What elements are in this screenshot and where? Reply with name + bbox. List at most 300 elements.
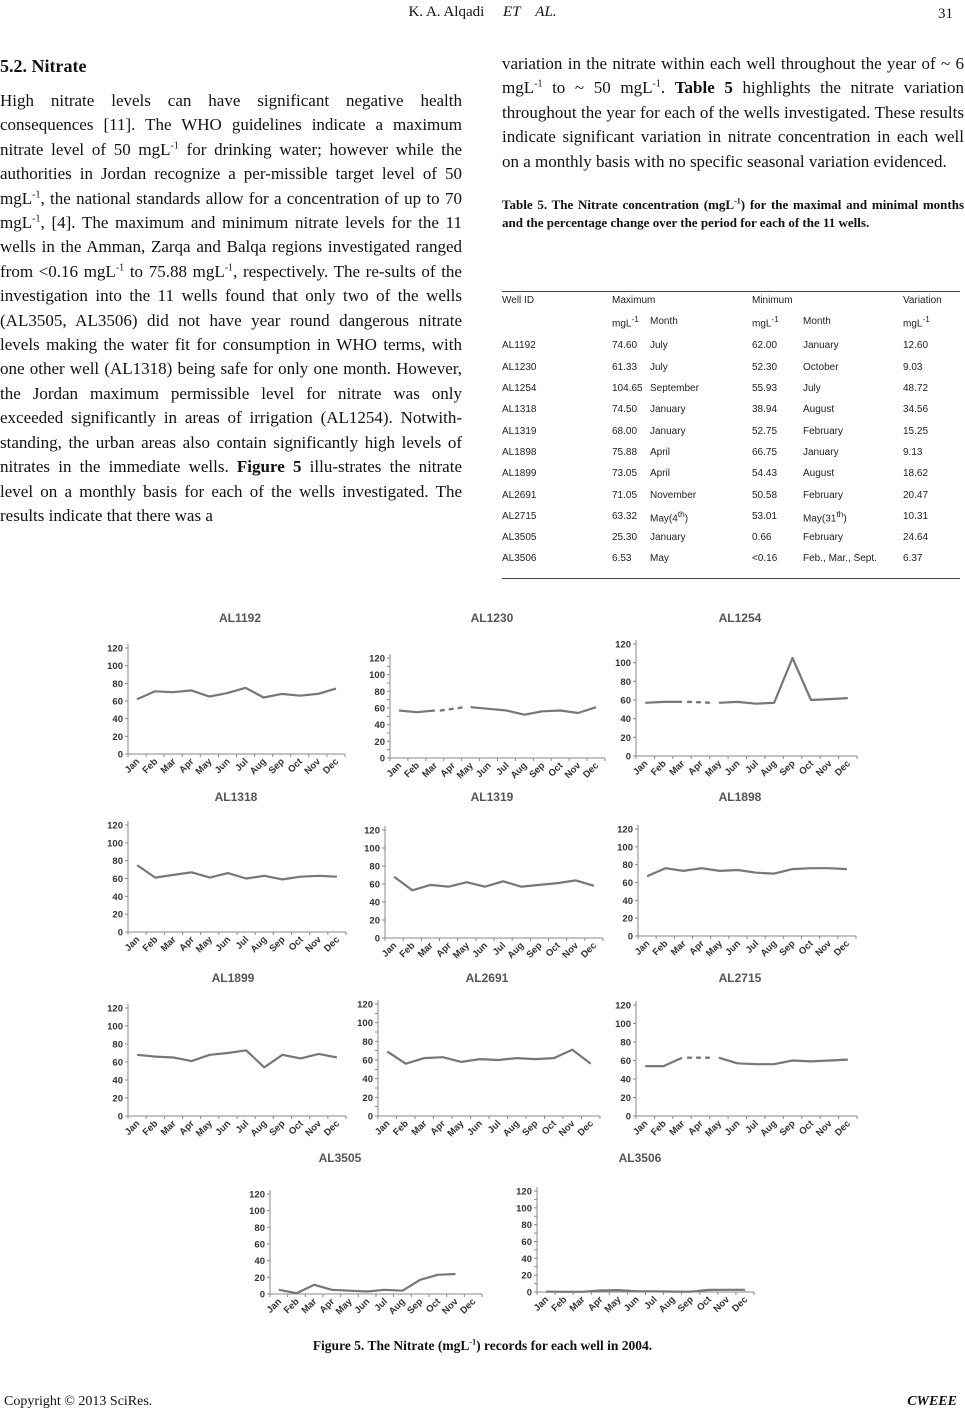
x-tick-label: Jun bbox=[621, 1294, 642, 1315]
x-tick-label: Apr bbox=[687, 938, 707, 958]
y-tick-label: 120 bbox=[516, 1186, 532, 1198]
x-tick-label: Apr bbox=[317, 1296, 337, 1316]
chart-al3505 bbox=[249, 1151, 482, 1317]
chart-title: AL1319 bbox=[470, 790, 514, 804]
subheader-min-unit: mgL$^{-1}$ bbox=[752, 314, 779, 330]
cell-variation: 9.13 bbox=[903, 446, 923, 458]
x-tick-label: Feb bbox=[140, 934, 161, 955]
nitrate-table bbox=[502, 291, 960, 579]
x-tick-label: Mar bbox=[158, 756, 179, 777]
x-tick-label: May bbox=[602, 1294, 624, 1316]
cell-well-id: AL1230 bbox=[502, 361, 537, 373]
figure-caption: Figure 5. The Nitrate (mgL$^{-1}$) records for each well in 2004. bbox=[312, 1337, 653, 1353]
x-tick-label: Nov bbox=[562, 760, 584, 781]
cell-min-value: 52.75 bbox=[752, 425, 778, 437]
table-row bbox=[502, 421, 960, 442]
cell-max-month: September bbox=[650, 383, 699, 395]
chart-al1899 bbox=[107, 971, 346, 1139]
x-tick-label: May bbox=[451, 940, 472, 962]
y-tick-label: 120 bbox=[107, 820, 123, 832]
section-heading: 5.2. Nitrate bbox=[0, 56, 87, 76]
journal-name: CWEEE bbox=[907, 1394, 957, 1409]
x-tick-label: Apr bbox=[686, 1118, 706, 1138]
x-tick-label: Jan bbox=[373, 1118, 393, 1138]
series-line bbox=[137, 688, 336, 699]
x-tick-label: Aug bbox=[386, 1296, 408, 1318]
x-tick-label: Apr bbox=[177, 934, 197, 954]
cell-min-month: May(31th) bbox=[803, 508, 847, 525]
cell-max-month: April bbox=[650, 468, 671, 480]
x-tick-label: Jan bbox=[531, 1294, 552, 1314]
header-minimum: Minimum bbox=[752, 292, 903, 313]
y-tick-label: 100 bbox=[357, 1018, 373, 1030]
y-tick-label: 20 bbox=[254, 1272, 265, 1284]
cell-well-id: AL3505 bbox=[502, 532, 537, 544]
y-tick-label: 20 bbox=[622, 913, 633, 925]
table-row bbox=[502, 548, 960, 578]
table-row bbox=[502, 378, 960, 399]
x-tick-label: Nov bbox=[440, 1296, 461, 1317]
x-tick-label: Mar bbox=[158, 934, 179, 955]
series-gap-dotted bbox=[688, 702, 713, 703]
x-tick-label: Nov bbox=[303, 934, 324, 955]
copyright-text: Copyright © 2013 SciRes. bbox=[4, 1394, 153, 1409]
cell-max-value: 25.30 bbox=[612, 532, 638, 544]
y-tick-label: 40 bbox=[620, 1074, 631, 1086]
series-line bbox=[137, 865, 337, 879]
x-tick-label: Jan bbox=[632, 938, 653, 958]
x-tick-label: Dec bbox=[458, 1296, 479, 1317]
x-tick-label: Apr bbox=[438, 760, 458, 780]
x-tick-label: Jul bbox=[743, 758, 761, 776]
cell-variation: 24.64 bbox=[903, 532, 929, 544]
x-tick-label: Dec bbox=[581, 760, 602, 781]
y-tick-label: 80 bbox=[521, 1220, 532, 1232]
cell-well-id: AL3506 bbox=[502, 548, 612, 578]
x-tick-label: May bbox=[333, 1296, 355, 1318]
series-line bbox=[645, 1058, 682, 1066]
chart-al1898 bbox=[617, 790, 856, 959]
y-tick-label: 80 bbox=[622, 860, 633, 872]
cell-min-month: January bbox=[803, 446, 839, 458]
chart-title: AL1899 bbox=[211, 971, 255, 985]
x-tick-label: Jun bbox=[470, 940, 491, 961]
y-tick-label: 60 bbox=[620, 1056, 631, 1067]
x-tick-label: Jul bbox=[490, 940, 509, 958]
page-header bbox=[0, 2, 965, 26]
y-tick-label: 0 bbox=[259, 1289, 265, 1301]
running-authors: K. A. Alqadi ET AL. bbox=[408, 4, 557, 20]
cell-min-month: February bbox=[803, 532, 844, 544]
x-tick-label: Feb bbox=[140, 1118, 161, 1139]
y-tick-label: 80 bbox=[620, 1037, 631, 1049]
y-tick-label: 20 bbox=[521, 1270, 532, 1282]
x-tick-label: Apr bbox=[434, 940, 454, 960]
cell-max-month: July bbox=[650, 340, 668, 352]
x-tick-label: Apr bbox=[686, 758, 706, 778]
x-tick-label: Apr bbox=[177, 1118, 197, 1138]
x-tick-label: Sep bbox=[777, 1118, 798, 1139]
left-column bbox=[0, 52, 462, 528]
chart-title: AL2691 bbox=[465, 971, 509, 985]
cell-min-month: October bbox=[803, 361, 839, 373]
cell-variation: 20.47 bbox=[903, 489, 929, 501]
x-tick-label: Oct bbox=[286, 934, 306, 954]
y-tick-label: 0 bbox=[117, 749, 123, 761]
x-tick-label: Mar bbox=[567, 1294, 588, 1315]
x-tick-label: Jun bbox=[723, 938, 744, 959]
chart-title: AL1318 bbox=[214, 790, 258, 804]
y-tick-label: 60 bbox=[521, 1237, 532, 1248]
x-tick-label: May bbox=[704, 938, 725, 960]
x-tick-label: Aug bbox=[758, 758, 780, 780]
x-tick-label: Aug bbox=[248, 934, 270, 956]
y-tick-label: 0 bbox=[627, 931, 633, 943]
x-tick-label: Apr bbox=[428, 1118, 448, 1138]
table-row bbox=[502, 527, 960, 548]
cell-variation: 12.60 bbox=[903, 340, 929, 352]
y-tick-label: 0 bbox=[526, 1287, 532, 1299]
chart-title: AL1254 bbox=[718, 611, 762, 625]
y-tick-label: 20 bbox=[112, 909, 123, 921]
y-tick-label: 80 bbox=[362, 1036, 373, 1048]
cell-well-id: AL2691 bbox=[502, 489, 537, 501]
x-tick-label: Sep bbox=[266, 756, 287, 777]
y-tick-label: 80 bbox=[112, 678, 123, 690]
x-tick-label: Oct bbox=[539, 1118, 559, 1138]
figure-5 bbox=[0, 604, 965, 1344]
y-tick-label: 80 bbox=[369, 861, 380, 873]
y-tick-label: 100 bbox=[249, 1206, 265, 1218]
cell-min-value: 38.94 bbox=[752, 404, 778, 416]
y-tick-label: 60 bbox=[622, 878, 633, 889]
x-tick-label: Jan bbox=[630, 758, 651, 778]
cell-well-id: AL1318 bbox=[502, 404, 537, 416]
x-tick-label: Oct bbox=[797, 1118, 817, 1138]
y-tick-label: 120 bbox=[249, 1189, 265, 1201]
chart-al2715 bbox=[615, 971, 857, 1139]
x-tick-label: Oct bbox=[694, 1294, 714, 1314]
x-tick-label: Sep bbox=[524, 940, 545, 961]
x-tick-label: Feb bbox=[391, 1118, 411, 1139]
cell-min-value: 52.30 bbox=[752, 361, 778, 373]
x-tick-label: Jun bbox=[213, 934, 234, 955]
y-tick-label: 20 bbox=[369, 915, 380, 927]
cell-min-month: August bbox=[803, 404, 835, 416]
cell-max-value: 104.65 bbox=[612, 383, 643, 395]
y-tick-label: 40 bbox=[362, 1074, 373, 1086]
y-tick-label: 100 bbox=[107, 838, 123, 850]
chart-al3506 bbox=[516, 1151, 754, 1315]
cell-well-id: AL1899 bbox=[502, 468, 537, 480]
x-tick-label: Mar bbox=[668, 938, 689, 959]
y-tick-label: 60 bbox=[369, 879, 380, 891]
x-tick-label: Feb bbox=[649, 1118, 669, 1139]
x-tick-label: Jan bbox=[379, 940, 400, 960]
x-tick-label: Dec bbox=[832, 1118, 853, 1139]
subheader-var-unit: mgL$^{-1}$ bbox=[903, 314, 930, 330]
x-tick-label: Feb bbox=[549, 1294, 570, 1315]
y-tick-label: 40 bbox=[369, 897, 380, 909]
x-tick-label: Jul bbox=[233, 934, 252, 952]
y-tick-label: 100 bbox=[615, 1019, 631, 1030]
y-tick-label: 60 bbox=[254, 1239, 265, 1251]
x-tick-label: Jun bbox=[212, 756, 233, 777]
cell-max-value: 6.53 bbox=[612, 548, 650, 578]
x-tick-label: May bbox=[703, 1118, 724, 1140]
x-tick-label: Oct bbox=[797, 758, 817, 778]
y-tick-label: 60 bbox=[112, 696, 123, 708]
x-tick-label: Mar bbox=[667, 1118, 688, 1139]
cell-min-value: <0.16 bbox=[752, 548, 803, 578]
x-tick-label: Jul bbox=[494, 760, 512, 778]
x-tick-label: Jan bbox=[122, 1118, 143, 1138]
y-tick-label: 60 bbox=[112, 1057, 123, 1069]
cell-max-month: July bbox=[650, 361, 668, 373]
x-tick-label: Oct bbox=[423, 1296, 443, 1316]
y-tick-label: 60 bbox=[112, 874, 123, 885]
series-line bbox=[399, 711, 435, 713]
x-tick-label: Feb bbox=[649, 758, 669, 779]
y-tick-label: 20 bbox=[374, 736, 385, 748]
x-tick-label: Sep bbox=[777, 938, 798, 959]
x-tick-label: Nov bbox=[814, 1118, 835, 1139]
chart-title: AL3505 bbox=[318, 1151, 362, 1165]
x-tick-label: May bbox=[194, 1118, 215, 1140]
x-tick-label: Jan bbox=[384, 760, 405, 780]
y-tick-label: 80 bbox=[620, 676, 631, 688]
x-tick-label: Mar bbox=[415, 940, 436, 961]
figure-5-charts bbox=[0, 604, 965, 1344]
cell-min-value: 62.00 bbox=[752, 340, 778, 352]
chart-al1254 bbox=[615, 611, 857, 779]
x-tick-label: Aug bbox=[758, 938, 780, 960]
x-tick-label: Sep bbox=[267, 934, 288, 955]
y-tick-label: 120 bbox=[107, 1003, 123, 1015]
x-tick-label: Jan bbox=[264, 1296, 284, 1316]
right-column bbox=[502, 52, 964, 231]
y-tick-label: 40 bbox=[112, 891, 123, 903]
left-body-paragraph: High nitrate levels can have significant negative health consequences [11]. The WHO guidelines indicate a maximum nitrate level of 50 mgL$^{-1}$ for drinking water; however while the authorities in Jordan recognize a per-missible target level of 50 mgL$^{-1}$, the national standards allow for a concentration of up to 70 mgL$^{-1}$, [4]. The maximum and minimum nitrate levels for the 11 wells in the Amman, Zarqa and Balqa regions investigated ranged from <0.16 mgL$^{-1}$ to 75.88 mgL$^{-1}$, respectively. The re-sults of the investigation into the 11 wells found that only two of the wells (AL3505, AL3506) did not have year round dangerous nitrate levels making the water fit for consumption in WHO terms, with one other well (AL1318) being safe for only one month. However, the Jordan maximum permissible level for nitrate was only exceeded significantly in areas of irrigation (AL1254). Notwith-standing, the urban areas also contain significantly high levels of nitrates in the immediate wells. Figure 5 illu-strates the nitrate level on a monthly basis for each of the wells investigated. The results indicate that there was a bbox=[0, 91, 462, 525]
chart-title: AL1230 bbox=[470, 611, 514, 625]
cell-variation: 6.37 bbox=[903, 548, 960, 578]
x-tick-label: Oct bbox=[285, 756, 305, 776]
x-tick-label: Jun bbox=[465, 1118, 485, 1139]
y-tick-label: 80 bbox=[254, 1222, 265, 1234]
y-tick-label: 40 bbox=[112, 714, 123, 726]
chart-title: AL1192 bbox=[218, 611, 262, 625]
table-row bbox=[502, 484, 960, 505]
y-tick-label: 20 bbox=[112, 731, 123, 743]
y-tick-label: 40 bbox=[620, 714, 631, 726]
cell-max-value: 61.33 bbox=[612, 361, 638, 373]
x-tick-label: Apr bbox=[586, 1294, 606, 1314]
cell-variation: 34.56 bbox=[903, 404, 929, 416]
page-number: 31 bbox=[938, 6, 953, 22]
y-tick-label: 0 bbox=[625, 751, 631, 763]
table-caption: Table 5. The Nitrate concentration (mgL$^{-1}$) for the maximal and minimal months and the percentage change over the period for each of the 11 wells. bbox=[502, 196, 965, 230]
cell-min-month: July bbox=[803, 383, 821, 395]
subheader-max-month: Month bbox=[650, 316, 678, 328]
x-tick-label: Jul bbox=[743, 938, 762, 956]
series-gap-dotted bbox=[441, 707, 465, 710]
cell-well-id: AL1192 bbox=[502, 340, 536, 352]
table-row bbox=[502, 399, 960, 420]
y-tick-label: 100 bbox=[107, 661, 123, 673]
x-tick-label: Oct bbox=[286, 1118, 306, 1138]
x-tick-label: May bbox=[703, 758, 724, 780]
cell-well-id: AL1254 bbox=[502, 383, 537, 395]
x-tick-label: Sep bbox=[405, 1296, 426, 1317]
y-tick-label: 100 bbox=[369, 670, 385, 682]
x-tick-label: Feb bbox=[402, 760, 422, 781]
y-tick-label: 120 bbox=[357, 999, 373, 1011]
x-tick-label: Aug bbox=[508, 760, 530, 782]
y-tick-label: 100 bbox=[107, 1021, 123, 1033]
y-tick-label: 120 bbox=[615, 639, 631, 651]
cell-max-value: 63.32 bbox=[612, 510, 638, 522]
y-tick-label: 60 bbox=[374, 703, 385, 715]
cell-max-month: April bbox=[650, 446, 671, 458]
x-tick-label: Oct bbox=[543, 940, 563, 960]
chart-al2691 bbox=[357, 971, 600, 1139]
x-tick-label: Nov bbox=[303, 1118, 324, 1139]
x-tick-label: Jan bbox=[630, 1118, 651, 1138]
x-tick-label: Dec bbox=[578, 940, 600, 961]
cell-min-value: 0.66 bbox=[752, 532, 772, 544]
x-tick-label: Nov bbox=[814, 758, 835, 779]
x-tick-label: Nov bbox=[556, 1118, 578, 1139]
chart-al1192 bbox=[107, 611, 345, 777]
x-tick-label: Jun bbox=[213, 1118, 234, 1139]
x-tick-label: Mar bbox=[299, 1296, 320, 1317]
table-subheader-row bbox=[502, 312, 960, 335]
y-tick-label: 80 bbox=[374, 686, 385, 698]
y-tick-label: 0 bbox=[379, 753, 385, 765]
table-row bbox=[502, 463, 960, 484]
y-tick-label: 40 bbox=[254, 1256, 265, 1268]
x-tick-label: Nov bbox=[813, 938, 834, 959]
y-tick-label: 120 bbox=[617, 824, 633, 836]
y-tick-label: 40 bbox=[521, 1253, 532, 1265]
x-tick-label: Aug bbox=[505, 940, 527, 962]
x-tick-label: May bbox=[194, 934, 215, 956]
x-tick-label: Dec bbox=[832, 758, 853, 779]
chart-title: AL1898 bbox=[718, 790, 762, 804]
cell-min-value: 53.01 bbox=[752, 510, 778, 522]
cell-max-month: January bbox=[650, 404, 686, 416]
x-tick-label: Jul bbox=[372, 1296, 390, 1314]
cell-well-id: AL2715 bbox=[502, 510, 537, 522]
y-tick-label: 100 bbox=[364, 843, 380, 855]
header-well-id: Well ID bbox=[502, 292, 612, 313]
y-tick-label: 120 bbox=[107, 643, 123, 655]
cell-min-value: 50.58 bbox=[752, 489, 778, 501]
y-tick-label: 60 bbox=[620, 695, 631, 707]
cell-max-month: May(4th) bbox=[650, 508, 689, 525]
x-tick-label: Jul bbox=[233, 756, 251, 774]
y-tick-label: 20 bbox=[620, 1093, 631, 1104]
series-line bbox=[471, 707, 596, 715]
x-tick-label: Mar bbox=[158, 1118, 179, 1139]
table-row bbox=[502, 335, 960, 356]
x-tick-label: Oct bbox=[546, 760, 566, 780]
cell-min-month: February bbox=[803, 425, 844, 437]
x-tick-label: Feb bbox=[281, 1296, 302, 1317]
y-tick-label: 0 bbox=[374, 933, 380, 945]
x-tick-label: May bbox=[193, 756, 215, 778]
table-row bbox=[502, 442, 960, 463]
x-tick-label: Jun bbox=[473, 760, 494, 781]
cell-max-value: 68.00 bbox=[612, 425, 638, 437]
chart-title: AL2715 bbox=[718, 971, 762, 985]
y-tick-label: 40 bbox=[374, 720, 385, 732]
x-tick-label: Dec bbox=[729, 1294, 751, 1315]
x-tick-label: Dec bbox=[575, 1118, 596, 1139]
cell-max-month: May bbox=[650, 548, 752, 578]
cell-min-month: August bbox=[803, 468, 835, 480]
y-tick-label: 20 bbox=[362, 1092, 373, 1104]
chart-al1318 bbox=[107, 790, 346, 955]
cell-min-value: 66.75 bbox=[752, 446, 778, 458]
cell-min-month: Feb., Mar., Sept. bbox=[803, 548, 903, 578]
x-tick-label: Oct bbox=[796, 938, 816, 958]
header-variation: Variation bbox=[903, 292, 960, 313]
x-tick-label: Dec bbox=[831, 938, 853, 959]
cell-well-id: AL1898 bbox=[502, 446, 537, 458]
y-tick-label: 40 bbox=[622, 895, 633, 907]
table-row bbox=[502, 357, 960, 378]
x-tick-label: Dec bbox=[321, 934, 343, 955]
x-tick-label: Apr bbox=[177, 756, 197, 776]
x-tick-label: Mar bbox=[667, 758, 688, 779]
cell-max-value: 73.05 bbox=[612, 468, 638, 480]
y-tick-label: 60 bbox=[362, 1055, 373, 1067]
x-tick-label: Sep bbox=[267, 1118, 288, 1139]
y-tick-label: 40 bbox=[112, 1075, 123, 1087]
right-body-paragraph: variation in the nitrate within each well throughout the year of ~ 6 mgL$^{-1}$ to ~ 50 mgL$^{-1}$. Table 5 highlights the nitrate variation throughout the year for each of the wells investigated. These results indicate significant variation in nitrate concentration in each well on a monthly basis with no specific seasonal variation evidenced. bbox=[502, 54, 965, 171]
cell-variation: 9.03 bbox=[903, 361, 923, 373]
series-line bbox=[387, 1050, 591, 1064]
x-tick-label: Feb bbox=[397, 940, 418, 961]
x-tick-label: Jul bbox=[743, 1118, 761, 1136]
x-tick-label: Mar bbox=[420, 760, 440, 781]
cell-max-value: 74.60 bbox=[612, 340, 638, 352]
series-line bbox=[645, 702, 682, 703]
chart-al1319 bbox=[364, 790, 603, 961]
cell-max-value: 75.88 bbox=[612, 446, 638, 458]
y-tick-label: 100 bbox=[617, 842, 633, 854]
series-line bbox=[719, 1058, 848, 1065]
series-line bbox=[279, 1274, 456, 1293]
x-tick-label: Nov bbox=[711, 1294, 732, 1315]
x-tick-label: Dec bbox=[321, 1118, 343, 1139]
cell-max-value: 74.50 bbox=[612, 404, 638, 416]
x-tick-label: Jun bbox=[352, 1296, 373, 1317]
y-tick-label: 80 bbox=[112, 856, 123, 868]
x-tick-label: May bbox=[454, 760, 476, 782]
x-tick-label: Jun bbox=[722, 1118, 743, 1139]
x-tick-label: Jul bbox=[485, 1118, 504, 1136]
x-tick-label: Nov bbox=[302, 756, 323, 777]
y-tick-label: 120 bbox=[615, 1000, 631, 1012]
cell-min-month: January bbox=[803, 340, 839, 352]
x-tick-label: Aug bbox=[758, 1118, 780, 1140]
x-tick-label: Aug bbox=[501, 1118, 522, 1140]
cell-max-month: January bbox=[650, 425, 686, 437]
x-tick-label: Jul bbox=[233, 1118, 252, 1136]
cell-max-month: November bbox=[650, 489, 697, 501]
